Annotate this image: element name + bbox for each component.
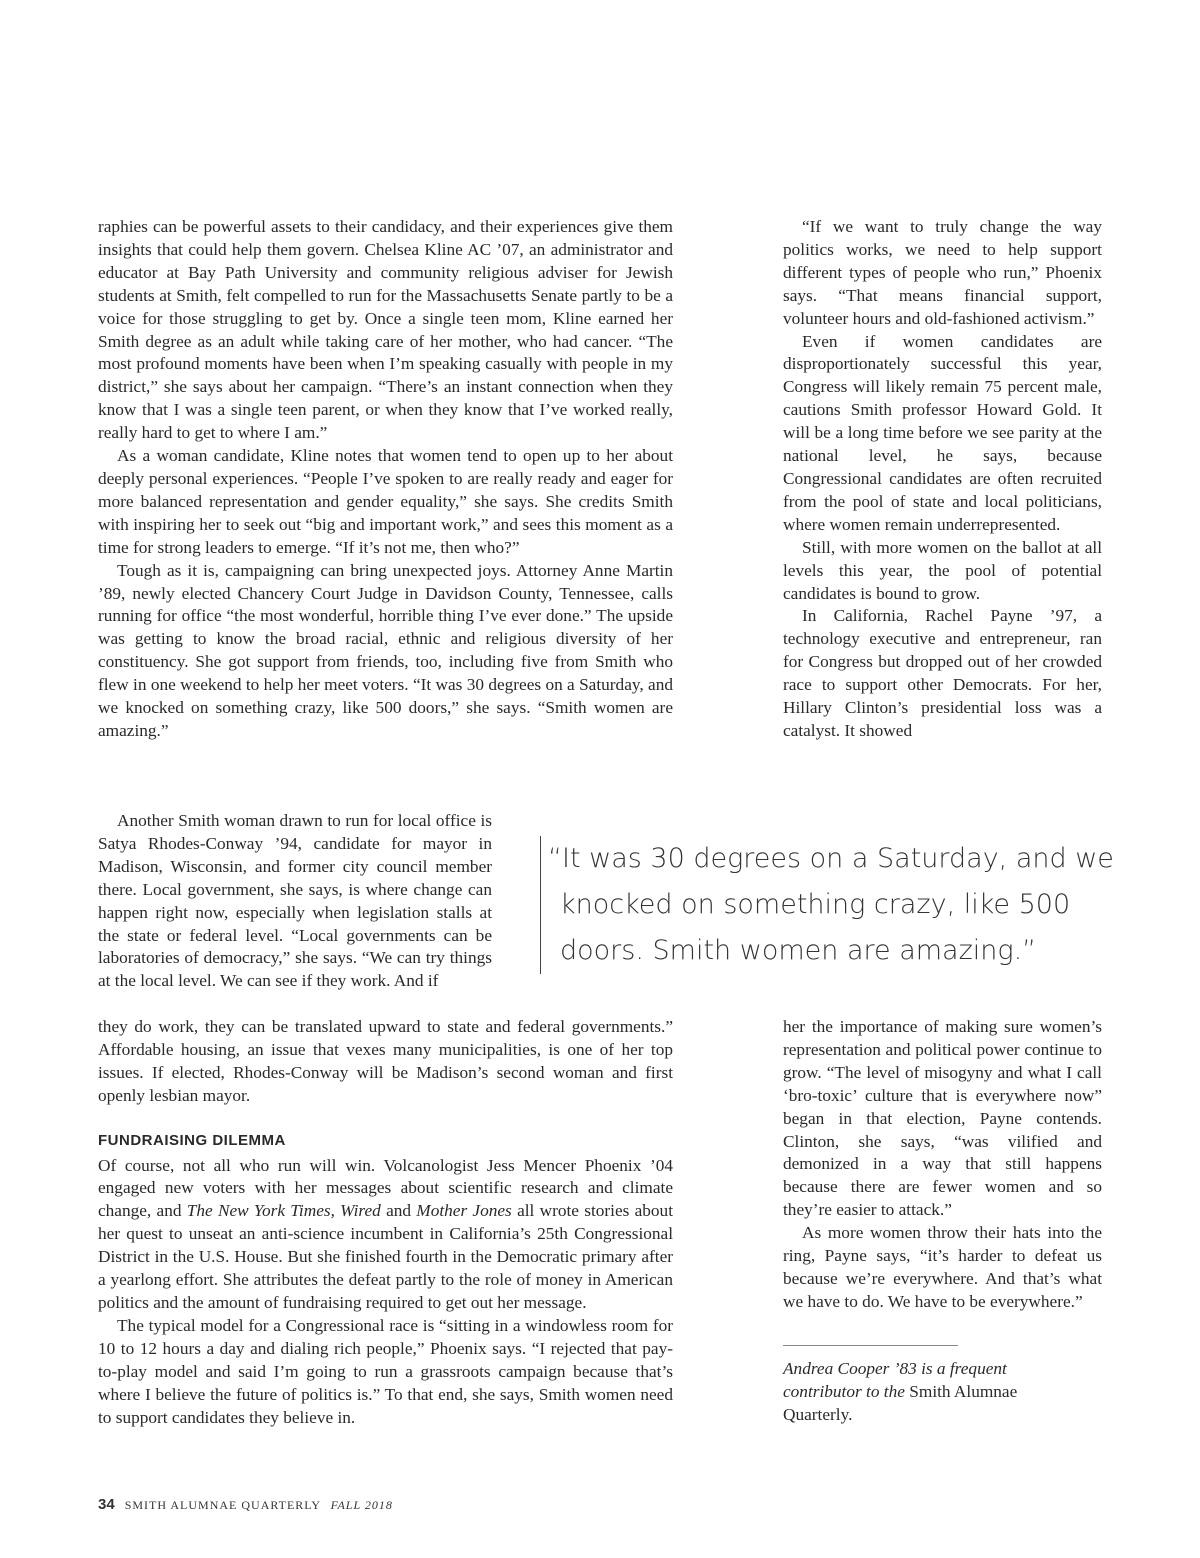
- byline-text: Andrea Cooper ’83 is a frequent contributor to the: [783, 1359, 1007, 1401]
- paragraph-pool: Still, with more women on the ballot at all levels this year, the pool of potential candidates is bound to grow.: [783, 537, 1102, 603]
- right-column-top: [783, 216, 1102, 743]
- footer-issue: FALL 2018: [330, 1498, 393, 1512]
- page-footer: [98, 1496, 393, 1513]
- paragraph-phoenix: [98, 1155, 673, 1315]
- paragraph-phoenix-model: The typical model for a Congressional race is “sitting in a windowless room for 10 to 12 hours a day and dialing rich people,” Phoenix says. “I rejected that pay-to-play model and said I’m going to run a grassroots campaign because that’s where I believe the future of politics is.” To that end, she says, Smith women need to support candidates they believe in.: [98, 1315, 673, 1427]
- left-column-mid: [98, 810, 492, 993]
- text-run: Of course, not all who run will win. Volcanologist Jess Mencer Phoenix ’04 engaged new voters with her messages about scientific research and climate change, and: [98, 1155, 673, 1221]
- paragraph-anne-martin: Tough as it is, campaigning can bring unexpected joys. Attorney Anne Martin ’89, newly elected Chancery Court Judge in Davidson County, Tennessee, calls running for office “the most wonderful, horrible thing I’ve ever done.” The upside was getting to know the broad racial, ethnic and religious diversity of her constituency. She got support from friends, too, including five from Smith who flew in one weekend to help her meet voters. “It was 30 degrees on a Saturday, and we knocked on something crazy, like 500 doors,” she says. “Smith women are amazing.”: [98, 560, 673, 740]
- text-run: and: [380, 1201, 417, 1221]
- publication-name: The New York Times, Wired: [186, 1201, 381, 1221]
- paragraph-gold: Even if women candidates are disproportionately successful this year, Congress will likely remain 75 percent male, cautions Smith professor Howard Gold. It will be a long time before we see parity at the national level, he says, because Congressional candidates are often recruited from the pool of state and local politicians, where women remain underrepresented.: [783, 331, 1102, 534]
- author-byline: [783, 1358, 1083, 1427]
- byline-publication: Smith Alumnae Quarterly.: [783, 1381, 1018, 1424]
- paragraph-kline-intro: raphies can be powerful assets to their candidacy, and their experiences give them insights that could help them govern. Chelsea Kline AC ’07, an administrator and educator at Bay Path University and community religious adviser for Jewish students at Smith, felt compelled to run for the Massachusetts Senate partly to be a voice for those struggling to get by. Once a single teen mom, Kline earned her Smith degree as an adult while taking care of her mother, who had cancer. “The most profound moments have been when I’m speaking casually with people in my district,” she says about her campaign. “There’s an instant connection when they know that I was a single teen parent, or when they know that I’ve worked really, really hard to get to where I am.”: [98, 217, 673, 443]
- paragraph-rhodes-conway-continued: they do work, they can be translated upward to state and federal governments.” Affordable housing, an issue that vexes many municipalities, is one of her top issues. If elected, Rhodes-Conway will be Madison’s second woman and first openly lesbian mayor.: [98, 1017, 673, 1105]
- left-column-top: [98, 216, 673, 743]
- pull-quote: [540, 836, 1148, 974]
- paragraph-payne-continued: her the importance of making sure women’s representation and political power continue to grow. “The level of misogyny and what I call ‘bro-toxic’ culture that is everywhere now” began in that election, Payne contends. Clinton, she says, “was vilified and demonized in a way that still happens because there are fewer women and so they’re easier to attack.”: [783, 1017, 1102, 1220]
- paragraph-kline-woman-candidate: As a woman candidate, Kline notes that women tend to open up to her about deeply personal experiences. “People I’ve spoken to are really ready and eager for more balanced representation and gender equality,” she says. She credits Smith with inspiring her to seek out “big and important work,” and sees this moment as a time for strong leaders to emerge. “If it’s not me, then who?”: [98, 446, 673, 557]
- right-column-bottom: [783, 1016, 1102, 1314]
- section-heading: FUNDRAISING DILEMMA: [98, 1131, 286, 1149]
- pull-quote-line: doors. Smith women are amazing.”: [560, 935, 1037, 966]
- left-column-bottom: [98, 1016, 673, 1429]
- publication-name: Mother Jones: [416, 1201, 512, 1221]
- paragraph-payne: In California, Rachel Payne ’97, a technology executive and entrepreneur, ran for Congress but dropped out of her crowded race to support other Democrats. For her, Hillary Clinton’s presidential loss was a catalyst. It showed: [783, 606, 1102, 740]
- paragraph-closing: As more women throw their hats into the ring, Payne says, “it’s harder to defeat us because we’re everywhere. And that’s what we have to do. We have to be everywhere.”: [783, 1223, 1102, 1311]
- pull-quote-line: knocked on something crazy, like 500: [560, 889, 1071, 920]
- paragraph-phoenix-quote: “If we want to truly change the way politics works, we need to help support different types of people who run,” Phoenix says. “That means financial support, volunteer hours and old-fashioned activism.”: [783, 217, 1102, 328]
- pull-quote-line: “It was 30 degrees on a Saturday, and we: [548, 843, 1114, 874]
- text-run: all wrote stories about her quest to unseat an anti-science incumbent in California’s 25th Congressional District in the U.S. House. But she finished fourth in the Democratic primary after a yearlong effort. She attributes the defeat partly to the role of money in American politics and the amount of fundraising required to get out her message.: [98, 1201, 673, 1312]
- footer-publication: SMITH ALUMNAE QUARTERLY: [124, 1498, 321, 1512]
- page-number: 34: [98, 1496, 115, 1513]
- paragraph-rhodes-conway: Another Smith woman drawn to run for local office is Satya Rhodes-Conway ’94, candidate for mayor in Madison, Wisconsin, and former city council member there. Local government, she says, is where change can happen right now, especially when legislation stalls at the state or federal level. “Local governments can be laboratories of democracy,” she says. “We can try things at the local level. We can see if they work. And if: [98, 811, 492, 991]
- byline-divider: [783, 1345, 958, 1346]
